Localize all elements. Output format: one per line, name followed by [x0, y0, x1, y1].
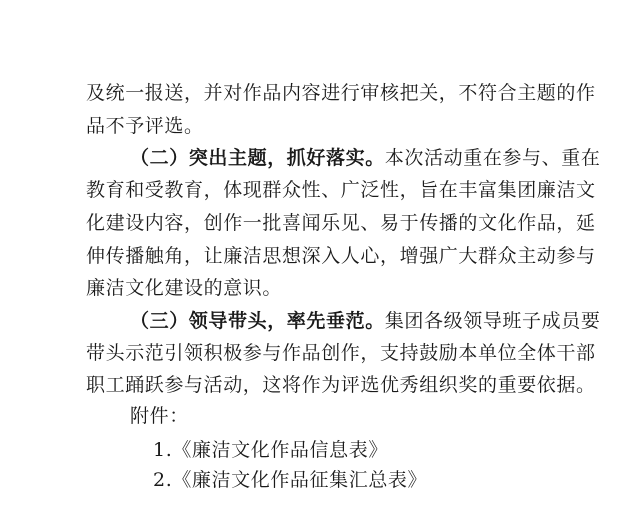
paragraph-line: 职工踊跃参与活动，这将作为评选优秀组织奖的重要依据。 — [86, 374, 596, 396]
paragraph-line: 伸传播触角，让廉洁思想深入人心，增强广大群众主动参与 — [86, 245, 596, 267]
section-2-heading: （二）突出主题，抓好落实。 — [130, 147, 385, 169]
paragraph-line: 品不予评选。 — [86, 115, 204, 137]
section-3-first-line — [130, 309, 600, 333]
attachment-item: 1.《廉洁文化作品信息表》 — [153, 439, 388, 461]
paragraph-line: 教育和受教育，体现群众性、广泛性，旨在丰富集团廉洁文 — [86, 179, 596, 201]
paragraph-line: 化建设内容，创作一批喜闻乐见、易于传播的文化作品，延 — [86, 212, 596, 234]
section-3-lead: 集团各级领导班子成员要 — [384, 310, 601, 332]
section-2-first-line — [130, 146, 600, 170]
attachment-item: 2.《廉洁文化作品征集汇总表》 — [153, 469, 428, 491]
paragraph-line: 及统一报送，并对作品内容进行审核把关，不符合主题的作 — [86, 82, 596, 104]
section-2-lead: 本次活动重在参与、重在 — [384, 147, 601, 169]
section-3-heading: （三）领导带头，率先垂范。 — [130, 310, 385, 332]
paragraph-line: 带头示范引领积极参与作品创作，支持鼓励本单位全体干部 — [86, 342, 596, 364]
paragraph-line: 廉洁文化建设的意识。 — [86, 277, 283, 299]
attachments-label: 附件： — [130, 405, 189, 427]
